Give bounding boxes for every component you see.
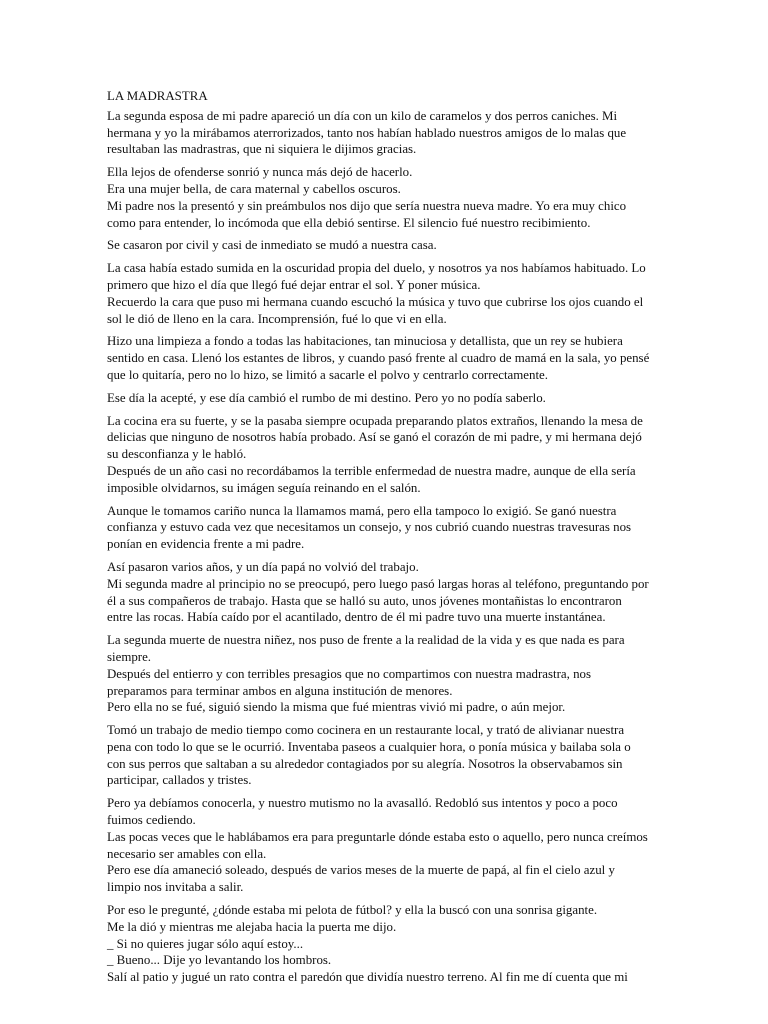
paragraph (107, 390, 667, 407)
text-line: Ella lejos de ofenderse sonrió y nunca más dejó de hacerlo. (107, 165, 413, 180)
text-line: preparamos para terminar ambos en alguna institución de menores. (107, 683, 453, 698)
text-line: Se casaron por civil y casi de inmediato se mudó a nuestra casa. (107, 238, 437, 253)
text-line: _ Bueno... Dije yo levantando los hombros. (107, 953, 332, 968)
text-line: confianza y estuvo cada vez que necesitamos un consejo, y nos cubrió cuando nuestras travesuras nos (107, 520, 632, 535)
paragraph (107, 237, 667, 254)
text-line: Hizo una limpieza a fondo a todas las habitaciones, tan minuciosa y detallista, que un rey se hubiera (107, 334, 623, 349)
paragraph (107, 108, 667, 158)
text-line: delicias que ninguno de nosotros había probado. Así se ganó el corazón de mi padre, y mi hermana dejó (107, 430, 642, 445)
paragraph (107, 333, 667, 383)
text-line: necesario ser amables con ella. (107, 846, 267, 861)
paragraph (107, 559, 667, 626)
text-line: Pero ella no se fué, siguió siendo la misma que fué mientras vivió mi padre, o aún mejor. (107, 700, 566, 715)
text-line: resultaban las madrastras, que ni siquiera le dijimos gracias. (107, 142, 417, 157)
text-line: La cocina era su fuerte, y se la pasaba siempre ocupada preparando platos extraños, llenando la mesa de (107, 413, 643, 428)
text-line: Pero ya debíamos conocerla, y nuestro mutismo no la avasalló. Redobló sus intentos y poco a poco (107, 796, 618, 811)
text-line: Después de un año casi no recordábamos la terrible enfermedad de nuestra madre, aunque de ella sería (107, 463, 636, 478)
text-line: Después del entierro y con terribles presagios que no compartimos con nuestra madrastra, nos (107, 666, 591, 681)
text-line: imposible olvidarnos, su imágen seguía reinando en el salón. (107, 480, 421, 495)
text-line: Mi segunda madre al principio no se preocupó, pero luego pasó largas horas al teléfono, preguntando por (107, 576, 649, 591)
paragraph (107, 413, 667, 497)
text-line: Por eso le pregunté, ¿dónde estaba mi pelota de fútbol? y ella la buscó con una sonrisa gigante. (107, 903, 598, 918)
text-line: La segunda muerte de nuestra niñez, nos puso de frente a la realidad de la vida y es que nada es para (107, 633, 625, 648)
text-line: La casa había estado sumida en la oscuridad propia del duelo, y nosotros ya nos habíamos habituado. Lo (107, 261, 646, 276)
text-line: participar, callados y tristes. (107, 773, 252, 788)
text-line: con sus perros que saltaban a su alrededor contagiados por su alegría. Nosotros la observabamos sin (107, 756, 623, 771)
paragraph (107, 722, 667, 789)
text-line: Aunque le tomamos cariño nunca la llamamos mamá, pero ella tampoco lo exigió. Se ganó nuestra (107, 503, 617, 518)
text-line: Pero ese día amaneció soleado, después de varios meses de la muerte de papá, al fin el cielo azul y (107, 863, 615, 878)
document-body (107, 88, 667, 992)
text-line: Tomó un trabajo de medio tiempo como cocinera en un restaurante local, y trató de alivianar nuestra (107, 723, 625, 738)
text-line: Me la dió y mientras me alejaba hacia la puerta me dijo. (107, 919, 397, 934)
paragraph (107, 260, 667, 327)
text-line: Mi padre nos la presentó y sin preámbulos nos dijo que sería nuestra nueva madre. Yo era muy chico (107, 198, 627, 213)
text-line: pena con todo lo que se le ocurrió. Inventaba paseos a cualquier hora, o ponía música y bailaba sola o (107, 739, 631, 754)
paragraph (107, 795, 667, 896)
text-line: él a sus compañeros de trabajo. Hasta que se halló su auto, unos jóvenes montañistas lo encontraron (107, 593, 622, 608)
paragraph (107, 503, 667, 553)
text-line: como para entender, lo incómoda que ella debió sentirse. El silencio fué nuestro recibimiento. (107, 215, 591, 230)
text-line: Las pocas veces que le hablábamos era para preguntarle dónde estaba esto o aquello, pero nunca creímos (107, 829, 648, 844)
paragraph-list (107, 108, 667, 986)
text-line: primero que hizo el día que llegó fué dejar entrar el sol. Y poner música. (107, 277, 481, 292)
text-line: La segunda esposa de mi padre apareció un día con un kilo de caramelos y dos perros caniches. Mi (107, 108, 618, 123)
document-title: LA MADRASTRA (107, 89, 208, 103)
paragraph (107, 632, 667, 716)
text-line: entre las rocas. Había caído por el acantilado, dentro de él mi padre tuvo una muerte instantánea. (107, 610, 606, 625)
text-line: que lo quitaría, pero no lo hizo, se limitó a sacarle el polvo y centrarlo correctamente. (107, 367, 548, 382)
text-line: ponían en evidencia frente a mi padre. (107, 537, 305, 552)
text-line: siempre. (107, 649, 152, 664)
text-line: fuimos cediendo. (107, 813, 196, 828)
text-line: Así pasaron varios años, y un día papá no volvió del trabajo. (107, 559, 419, 574)
text-line: su desconfianza y le habló. (107, 447, 247, 462)
text-line: limpio nos invitaba a salir. (107, 880, 244, 895)
text-line: Ese día la acepté, y ese día cambió el rumbo de mi destino. Pero yo no podía saberlo. (107, 390, 546, 405)
text-line: Recuerdo la cara que puso mi hermana cuando escuchó la música y tuvo que cubrirse los ojos cuando el (107, 294, 644, 309)
text-line: _ Si no quieres jugar sólo aquí estoy... (107, 936, 304, 951)
text-line: Salí al patio y jugué un rato contra el paredón que dividía nuestro terreno. Al fin me dí cuenta que mi (107, 970, 628, 985)
text-line: hermana y yo la mirábamos aterrorizados, tanto nos habían hablado nuestros amigos de lo malas que (107, 125, 627, 140)
text-line: sentido en casa. Llenó los estantes de libros, y cuando pasó frente al cuadro de mamá en la sala, yo pensé (107, 351, 650, 366)
text-line: Era una mujer bella, de cara maternal y cabellos oscuros. (107, 181, 401, 196)
text-line: sol le dió de lleno en la cara. Incomprensión, fué lo que vi en ella. (107, 311, 447, 326)
paragraph (107, 164, 667, 231)
paragraph (107, 902, 667, 986)
